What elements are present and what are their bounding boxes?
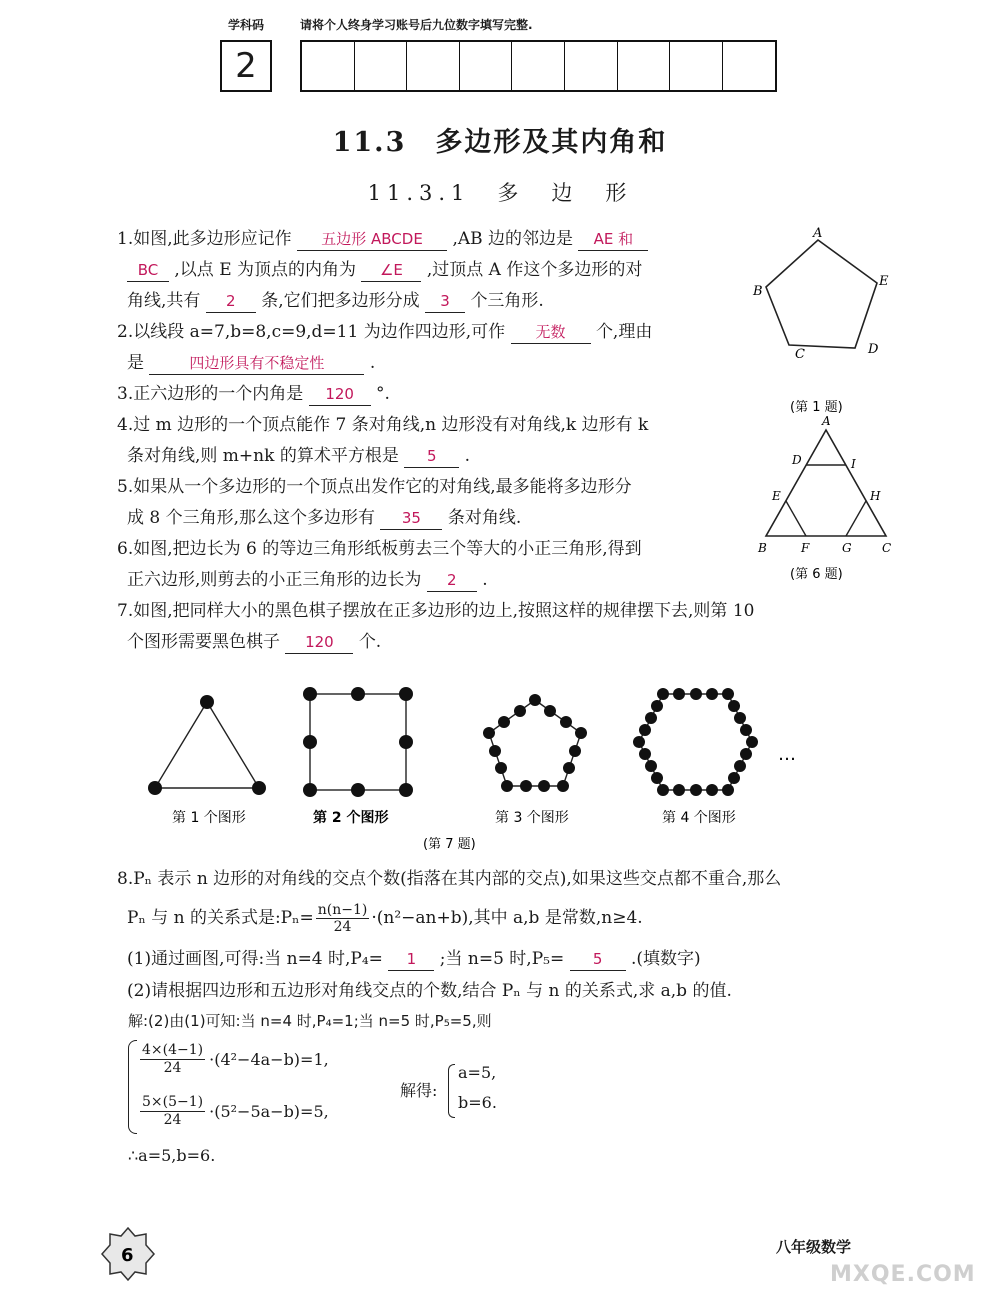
checker-piece <box>495 762 507 774</box>
checker-piece <box>501 780 513 792</box>
checker-piece <box>399 783 413 797</box>
answer-blank: 五边形 ABCDE <box>297 228 447 251</box>
checker-piece <box>303 783 317 797</box>
answer-blank: 5 <box>404 445 459 468</box>
question-5-line-2 <box>127 503 521 534</box>
vertex-label: F <box>801 541 810 555</box>
pattern-2 <box>303 687 413 797</box>
question-text: 个三角形. <box>470 291 544 311</box>
pattern-caption: 第 3 个图形 <box>495 810 569 826</box>
book-title: 八年级数学 <box>776 1238 852 1256</box>
fraction-numerator: 4×(4−1) <box>142 1042 204 1058</box>
checker-piece <box>740 748 752 760</box>
question-text: (1)通过画图,可得:当 n=4 时,P₄= <box>127 949 383 969</box>
question-text: 个,理由 <box>595 322 653 342</box>
figure-caption: (第 7 题) <box>423 837 476 852</box>
checker-piece <box>575 727 587 739</box>
id-cell[interactable] <box>460 42 513 90</box>
vertex-label: I <box>851 457 856 471</box>
solved-label: 解得: <box>400 1081 438 1100</box>
id-cell[interactable] <box>407 42 460 90</box>
question-text: 个图形需要黑色棋子 <box>127 632 280 652</box>
checker-piece <box>706 688 718 700</box>
page-number-badge <box>100 1226 156 1282</box>
page-number: 6 <box>121 1245 134 1266</box>
checker-piece <box>303 687 317 701</box>
checker-piece <box>639 724 651 736</box>
vertex-label: C <box>795 347 805 362</box>
answer-blank: 3 <box>425 290 465 313</box>
checker-piece <box>690 688 702 700</box>
pentagon-shape <box>766 240 877 348</box>
pattern-caption: 第 4 个图形 <box>662 810 736 826</box>
fraction <box>140 1042 205 1077</box>
answer-blank: 120 <box>285 631 353 654</box>
question-text: 2.以线段 a=7,b=8,c=9,d=11 为边作四边形,可作 <box>117 322 506 342</box>
question-8: 8.Pₙ 表示 n 边形的对角线的交点个数(指落在其内部的交点),如果这些交点都不重合,那么 <box>117 869 782 889</box>
checker-piece <box>690 784 702 796</box>
checker-piece <box>728 772 740 784</box>
question-6-line-2 <box>127 565 488 596</box>
checker-piece <box>529 694 541 706</box>
vertex-label: C <box>882 541 892 555</box>
equation-1 <box>140 1042 329 1077</box>
equation-2 <box>140 1094 329 1129</box>
checker-piece <box>351 687 365 701</box>
answer-blank: AE 和 <box>578 228 648 251</box>
checker-piece <box>639 748 651 760</box>
cut-line <box>846 501 866 536</box>
question-5: 5.如果从一个多边形的一个顶点出发作它的对角线,最多能将多边形分 <box>117 477 632 497</box>
checker-piece <box>520 780 532 792</box>
checker-piece <box>728 700 740 712</box>
id-cell[interactable] <box>355 42 408 90</box>
vertex-label: D <box>868 342 879 357</box>
checker-piece <box>200 695 214 709</box>
checker-piece <box>560 716 572 728</box>
question-4-line-2 <box>127 441 470 472</box>
vertex-label: H <box>870 489 881 503</box>
answer-blank: 无数 <box>511 321 591 344</box>
id-number-grid <box>300 40 777 92</box>
checker-piece <box>544 705 556 717</box>
checker-piece <box>722 784 734 796</box>
question-8-part-2: (2)请根据四边形和五边形对角线交点的个数,结合 Pₙ 与 n 的关系式,求 a,b 的值. <box>127 981 732 1001</box>
checker-piece <box>645 760 657 772</box>
vertex-label: A <box>813 226 823 241</box>
fraction-numerator: n(n−1) <box>317 902 368 918</box>
watermark: MXQE.COM <box>830 1262 976 1287</box>
pattern-4 <box>633 688 758 796</box>
question-8-part-1 <box>127 944 701 975</box>
answer-blank: BC <box>127 259 169 282</box>
checker-piece <box>569 745 581 757</box>
checker-piece <box>651 772 663 784</box>
vertex-label: E <box>879 274 889 289</box>
checker-piece <box>651 700 663 712</box>
equation-text: ·(5²−5a−b)=5, <box>209 1102 329 1121</box>
vertex-label: B <box>758 541 767 555</box>
question-text: 1.如图,此多边形应记作 <box>117 229 292 249</box>
subject-code-label: 学科码 <box>228 18 265 32</box>
answer-blank: 2 <box>206 290 256 313</box>
section-title: 11.3 多边形及其内角和 <box>332 127 668 158</box>
question-text: . <box>482 570 488 590</box>
result-a: a=5, <box>458 1063 497 1082</box>
id-cell[interactable] <box>512 42 565 90</box>
checker-piece <box>351 783 365 797</box>
question-text: 条对角线. <box>447 508 522 528</box>
checker-piece <box>563 762 575 774</box>
fraction-denominator: 24 <box>163 1060 182 1076</box>
question-text: Pₙ 与 n 的关系式是:Pₙ= <box>127 908 314 928</box>
question-3 <box>117 379 390 410</box>
id-cell[interactable] <box>670 42 723 90</box>
pattern-caption: 第 2 个图形 <box>313 810 389 826</box>
answer-blank: 四边形具有不稳定性 <box>149 352 364 375</box>
checker-piece <box>645 712 657 724</box>
question-1-line-3 <box>127 286 544 317</box>
checker-piece <box>673 688 685 700</box>
dot-pattern-figure <box>130 680 810 855</box>
checker-piece <box>514 705 526 717</box>
question-2-line-2 <box>127 348 375 379</box>
question-text: . <box>369 353 376 373</box>
id-cell[interactable] <box>723 42 776 90</box>
subject-code-box: 2 <box>220 40 272 92</box>
checker-piece <box>303 735 317 749</box>
equation-text: ·(4²−4a−b)=1, <box>209 1050 329 1069</box>
question-text: ,以点 E 为顶点的内角为 <box>174 260 357 280</box>
triangle-figure <box>750 412 900 587</box>
checker-piece <box>633 736 645 748</box>
fraction-numerator: 5×(5−1) <box>142 1094 204 1110</box>
question-text: ,过顶点 A 作这个多边形的对 <box>426 260 643 280</box>
question-text: 角线,共有 <box>127 291 201 311</box>
answer-blank: 5 <box>570 948 626 971</box>
question-text: 成 8 个三角形,那么这个多边形有 <box>127 508 376 528</box>
question-text: 3.正六边形的一个内角是 <box>117 384 304 404</box>
vertex-label: A <box>822 414 831 428</box>
checker-piece <box>706 784 718 796</box>
checker-piece <box>148 781 162 795</box>
id-cell[interactable] <box>565 42 618 90</box>
pattern-1 <box>148 695 266 795</box>
question-text: .(填数字) <box>631 949 701 969</box>
question-text: 是 <box>127 353 144 373</box>
question-8-formula <box>127 902 643 935</box>
question-text: °. <box>376 384 390 404</box>
id-instruction: 请将个人终身学习账号后九位数字填写完整. <box>300 18 533 32</box>
answer-blank: ∠E <box>361 259 421 282</box>
checker-piece <box>657 784 669 796</box>
question-text: ,AB 边的邻边是 <box>452 229 574 249</box>
solution-intro: 解:(2)由(1)可知:当 n=4 时,P₄=1;当 n=5 时,P₅=5,则 <box>128 1012 492 1030</box>
final-answer: ∴a=5,b=6. <box>128 1146 216 1165</box>
question-text: 个. <box>358 632 382 652</box>
question-text: . <box>464 446 471 466</box>
question-1 <box>117 224 648 255</box>
answer-blank: 1 <box>388 948 434 971</box>
answer-blank: 120 <box>309 383 371 406</box>
large-triangle <box>766 430 886 536</box>
question-2 <box>117 317 652 348</box>
checker-piece <box>483 727 495 739</box>
vertex-label: E <box>772 489 781 503</box>
system-brace <box>128 1040 137 1134</box>
pentagon-figure <box>745 225 905 420</box>
checker-piece <box>734 712 746 724</box>
checker-piece <box>399 735 413 749</box>
checker-piece <box>498 716 510 728</box>
checker-piece <box>252 781 266 795</box>
answer-blank: 2 <box>427 569 477 592</box>
checker-piece <box>673 784 685 796</box>
question-6: 6.如图,把边长为 6 的等边三角形纸板剪去三个等大的小正三角形,得到 <box>117 539 642 559</box>
fraction-denominator: 24 <box>333 919 352 935</box>
fraction-denominator: 24 <box>163 1112 182 1128</box>
question-7-line-2 <box>127 627 381 658</box>
vertex-label: B <box>753 284 763 299</box>
pattern-3 <box>483 694 587 792</box>
vertex-label: G <box>842 541 852 555</box>
checker-piece <box>722 688 734 700</box>
ellipsis: … <box>778 744 796 765</box>
subsection-title: 11.3.1 多 边 形 <box>367 181 633 205</box>
question-text: 条,它们把多边形分成 <box>261 291 420 311</box>
question-text: 正六边形,则剪去的小正三角形的边长为 <box>127 570 422 590</box>
id-cell[interactable] <box>302 42 355 90</box>
result-brace <box>448 1064 455 1118</box>
question-text: ;当 n=5 时,P₅= <box>439 949 565 969</box>
checker-piece <box>734 760 746 772</box>
checker-piece <box>399 687 413 701</box>
question-text: 条对角线,则 m+nk 的算术平方根是 <box>127 446 399 466</box>
checker-piece <box>657 688 669 700</box>
checker-piece <box>538 780 550 792</box>
checker-piece <box>746 736 758 748</box>
fraction <box>316 902 370 935</box>
question-text: ·(n²−an+b),其中 a,b 是常数,n≥4. <box>371 908 643 928</box>
answer-blank: 35 <box>380 507 442 530</box>
checker-piece <box>740 724 752 736</box>
figure-caption: (第 6 题) <box>790 567 843 582</box>
result-b: b=6. <box>458 1093 497 1112</box>
question-7: 7.如图,把同样大小的黑色棋子摆放在正多边形的边上,按照这样的规律摆下去,则第 10 <box>117 601 755 621</box>
fraction <box>140 1094 205 1129</box>
figure-caption: (第 1 题) <box>790 400 843 415</box>
pattern-caption: 第 1 个图形 <box>172 810 246 826</box>
checker-piece <box>557 780 569 792</box>
question-4: 4.过 m 边形的一个顶点能作 7 条对角线,n 边形没有对角线,k 边形有 k <box>117 415 649 435</box>
question-1-line-2 <box>127 255 642 286</box>
vertex-label: D <box>792 453 802 467</box>
id-cell[interactable] <box>618 42 671 90</box>
cut-line <box>786 501 806 536</box>
checker-piece <box>489 745 501 757</box>
